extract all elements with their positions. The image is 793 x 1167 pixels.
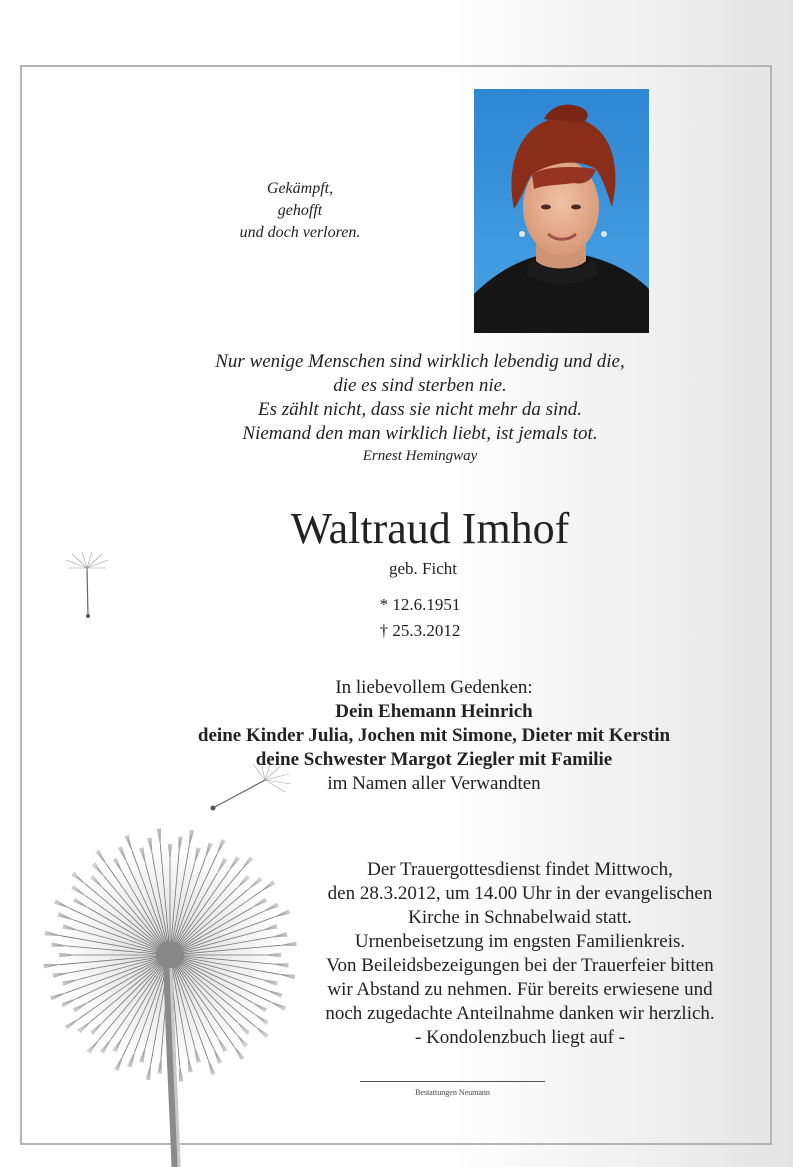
portrait-photo xyxy=(474,89,649,333)
dandelion-icon xyxy=(40,820,310,1167)
mourner-line: deine Kinder Julia, Jochen mit Simone, Dieter mit Kerstin xyxy=(197,725,671,746)
dandelion-seed-icon xyxy=(64,550,110,620)
service-line: Der Trauergottesdienst findet Mittwoch, xyxy=(367,859,673,880)
quote-line: Niemand den man wirklich liebt, ist jemals tot. xyxy=(242,423,598,444)
motto-line: gehofft xyxy=(277,202,323,219)
service-line: noch zugedachte Anteilnahme danken wir herzlich. xyxy=(325,1003,715,1024)
quote-line: die es sind sterben nie. xyxy=(333,375,507,396)
motto-line: und doch verloren. xyxy=(239,224,361,241)
service-line: den 28.3.2012, um 14.00 Uhr in der evangelischen xyxy=(327,883,713,904)
mourners-closing: im Namen aller Verwandten xyxy=(327,773,541,794)
service-info xyxy=(290,858,750,1050)
motto xyxy=(200,178,400,244)
service-line: Von Beileidsbezeigungen bei der Trauerfeier bitten xyxy=(326,955,714,976)
motto-line: Gekämpft, xyxy=(266,180,334,197)
service-line: Kirche in Schnabelwaid statt. xyxy=(408,907,632,928)
funeral-home-signature: Bestattungen Neumann xyxy=(415,1088,490,1097)
birth-date: * 12.6.1951 xyxy=(379,595,461,614)
quote-author: Ernest Hemingway xyxy=(362,448,478,464)
maiden-name: geb. Ficht xyxy=(389,559,457,578)
mourners-list xyxy=(120,676,748,796)
deceased-name: Waltraud Imhof xyxy=(290,504,570,553)
mourner-line: Dein Ehemann Heinrich xyxy=(335,701,533,722)
quote-line: Nur wenige Menschen sind wirklich lebendig und die, xyxy=(215,351,625,372)
life-dates xyxy=(320,592,520,644)
signature-line xyxy=(360,1081,545,1082)
death-date: † 25.3.2012 xyxy=(379,621,461,640)
quote-line: Es zählt nicht, dass sie nicht mehr da sind. xyxy=(257,399,583,420)
service-line: wir Abstand zu nehmen. Für bereits erwiesene und xyxy=(327,979,713,1000)
service-line: - Kondolenzbuch liegt auf - xyxy=(415,1027,625,1048)
hemingway-quote xyxy=(130,350,710,466)
mourner-line: deine Schwester Margot Ziegler mit Familie xyxy=(255,749,613,770)
mourners-intro: In liebevollem Gedenken: xyxy=(335,677,533,698)
service-line: Urnenbeisetzung im engsten Familienkreis. xyxy=(354,931,686,952)
